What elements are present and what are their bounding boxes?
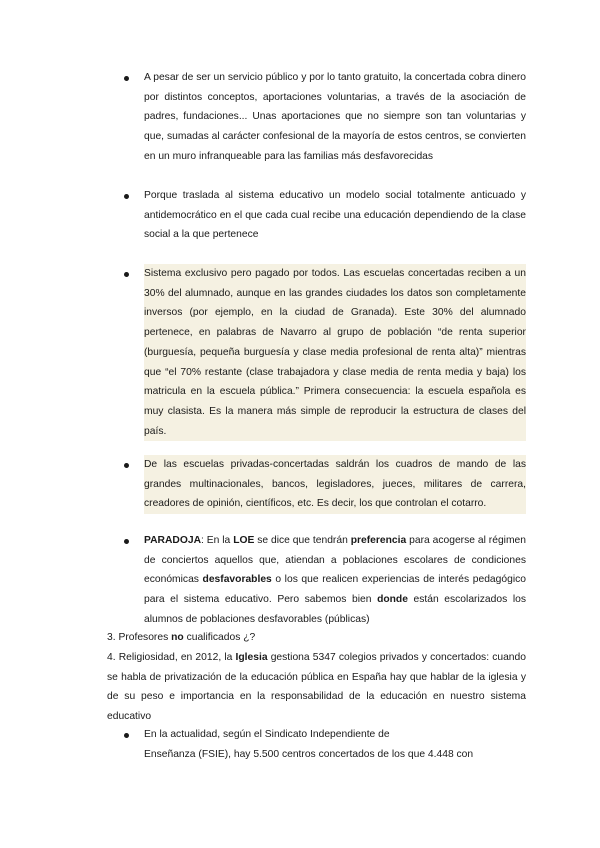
bullet-text: Porque traslada al sistema educativo un modelo social totalmente anticuado y antidemocrático en el que cada cual recibe una educación dependiendo de la clase social a la que pertenece: [144, 190, 526, 241]
bullet-icon: [124, 463, 129, 468]
bold-term: donde: [377, 594, 408, 606]
text-run: están escolarizados los alumnos de poblaciones desfavorables (públicas): [144, 594, 526, 625]
text-run: 3. Profesores: [107, 632, 172, 643]
bold-term: Iglesia: [235, 652, 268, 663]
bold-term: PARADOJA: [144, 535, 202, 546]
text-run: gestiona 5347 colegios privados y concertados: cuando se habla de privatización de la educación pública en España hay que hablar de la iglesia y de su peso e importancia en la responsabilidad de la educación en nuestro sistema educativo: [107, 652, 526, 723]
numbered-item-3: [107, 628, 526, 648]
text-run: o los que realicen experiencias de interés pedagógico para el sistema educativo. Pero sabemos bien: [144, 574, 526, 606]
bullet-icon: [124, 76, 129, 81]
bullet-icon: [124, 733, 129, 738]
bullet-text: [144, 531, 526, 630]
text-run: 4. Religiosidad, en 2012, la: [107, 652, 236, 663]
bold-term: preferencia: [350, 535, 407, 546]
numbered-item-4: [107, 648, 526, 727]
bullet-item-4: [124, 455, 526, 514]
text-run: : En la: [201, 535, 234, 546]
bullet-icon: [124, 194, 129, 199]
text-run: se dice que tendrán: [254, 535, 351, 546]
text-run: para acogerse al régimen de conciertos aquellos que, atiendan a poblaciones escolares de condiciones económicas: [144, 535, 526, 586]
bullet-text: Sistema exclusivo pero pagado por todos. Las escuelas concertadas reciben a un 30% del alumnado, aunque en las grandes ciudades los datos son completamente inversos (por ejemplo, en la ciudad de Granada). Este 30% del alumnado pertenece, en palabras de Navarro al grupo de población “de renta superior (burguesía, pequeña burguesía y clase media profesional de renta alta)” mientras que “el 70% restante (clase trabajadora y clase media de renta media y baja) los matricula en la escuela pública.” Primera consecuencia: la escuela española es muy clasista. Es la manera más simple de reproducir la estructura de clases del país.: [144, 264, 526, 441]
bold-term: no: [171, 632, 184, 643]
bullet-item-3: [124, 264, 526, 441]
bullet-item-1: [124, 68, 526, 167]
bullet-text: De las escuelas privadas-concertadas saldrán los cuadros de mando de las grandes multinacionales, bancos, legisladores, jueces, militares de carrera, creadores de opinión, científicos, etc. Es decir, los que controlan el cotarro.: [144, 455, 526, 514]
bullet-text: A pesar de ser un servicio público y por lo tanto gratuito, la concertada cobra dinero por distintos conceptos, aportaciones voluntarias, a través de la asociación de padres, fundaciones... Unas aportaciones que no siempre son tan voluntarias y que, sumadas al carácter confesional de la mayoría de estos centros, se convierten en un muro infranqueable para las familias más desfavorecidas: [144, 72, 526, 162]
text-line: En la actualidad, según el Sindicato Independiente de: [144, 729, 390, 740]
text-run: cualificados ¿?: [183, 632, 256, 643]
bold-term: desfavorables: [202, 574, 272, 586]
bold-term: LOE: [233, 535, 255, 546]
bullet-icon: [124, 272, 129, 277]
text-line: Enseñanza (FSIE), hay 5.500 centros concertados de los que 4.448 con: [144, 748, 474, 760]
bullet-icon: [124, 539, 129, 544]
bullet-item-6: [124, 725, 526, 764]
bullet-text: [144, 725, 526, 764]
bullet-item-2: [124, 186, 526, 245]
bullet-item-5: [124, 531, 526, 630]
